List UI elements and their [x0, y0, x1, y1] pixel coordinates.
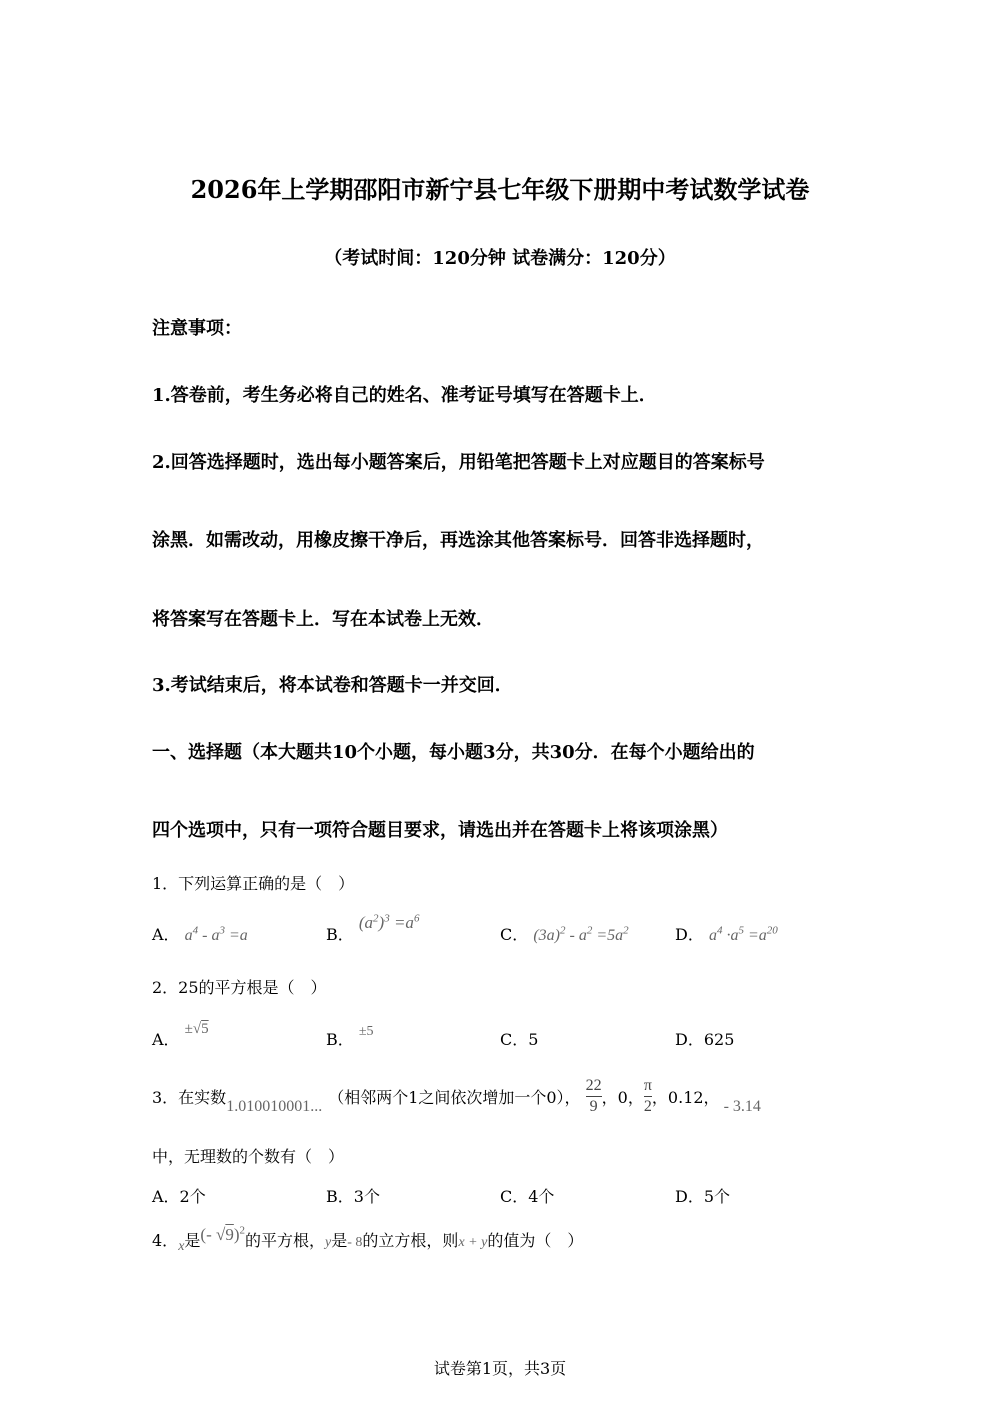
q1-label-b: B．	[326, 925, 354, 944]
q4-negative-8: - 8	[347, 1235, 363, 1250]
question-4-stem	[152, 1224, 584, 1254]
question-3-stem	[152, 1076, 761, 1117]
q2-label-b: B．	[326, 1030, 354, 1049]
q3-note: （相邻两个1之间依次增加一个0），	[328, 1088, 581, 1107]
question-3-line2: 中，无理数的个数有（ ）	[152, 1147, 345, 1166]
notice-2c: 将答案写在答题卡上．写在本试卷上无效．	[152, 609, 494, 630]
question-2-stem: 2．25的平方根是（ ）	[152, 978, 327, 997]
q2-label-a: A．	[152, 1030, 180, 1049]
q1-math-b: $(a^2)^3 =a^6$	[358, 912, 420, 932]
page-title: 2026年上学期邵阳市新宁县七年级下册期中考试数学试卷	[190, 175, 810, 204]
section1-heading-a: 一、选择题（本大题共10个小题，每小题3分，共30分．在每个小题给出的	[152, 742, 755, 763]
q3-pi-den: 2	[643, 1098, 652, 1115]
q1-option-b	[326, 910, 420, 944]
q3-pi-num: π	[643, 1077, 652, 1094]
q1-label-d: D．	[675, 925, 704, 944]
q3-option-d: D．5个	[675, 1187, 731, 1206]
q3-fraction-22-9	[586, 1076, 602, 1117]
q3-prefix: 3．在实数	[152, 1088, 227, 1107]
q1-option-a	[152, 922, 248, 945]
q2-math-a: ±√5	[184, 1021, 209, 1037]
notice-heading: 注意事项：	[152, 318, 242, 339]
q4-x: x	[178, 1239, 185, 1254]
q3-negative: - 3.14	[723, 1098, 761, 1115]
question-1-stem: 1．下列运算正确的是（ ）	[152, 874, 355, 893]
q1-option-c	[500, 922, 629, 945]
section1-heading-b: 四个选项中，只有一项符合题目要求，请选出并在答题卡上将该项涂黑）	[152, 820, 728, 841]
q2-label-d: D．	[675, 1030, 704, 1049]
notice-1: 1.答卷前，考生务必将自己的姓名、准考证号填写在答题卡上．	[152, 385, 657, 406]
q2-label-c: C．	[500, 1030, 529, 1049]
q4-square-root-text: 的平方根，	[245, 1231, 326, 1250]
q1-label-a: A．	[152, 925, 180, 944]
q2-value-c: 5	[528, 1030, 539, 1049]
q3-frac-den: 9	[589, 1098, 598, 1115]
q4-is-2: 是	[331, 1231, 348, 1250]
q4-is-1: 是	[184, 1231, 201, 1250]
notice-2a: 2.回答选择题时，选出每小题答案后，用铅笔把答题卡上对应题目的答案标号	[152, 452, 765, 473]
q3-option-a: A．2个	[152, 1187, 206, 1206]
q3-option-c: C．4个	[500, 1187, 555, 1206]
q3-fraction-pi-2	[644, 1076, 652, 1117]
q2-option-a	[152, 1021, 209, 1050]
q1-math-c: $(3a)^2 - a^2 =5a^2$	[533, 924, 629, 944]
q2-option-d	[675, 1027, 734, 1050]
q1-math-d: $a^4 \cdot a^5 =a^{20}$	[708, 924, 778, 944]
q1-option-d	[675, 922, 778, 945]
q2-option-c	[500, 1027, 538, 1050]
q4-cube-root-text: 的立方根，则	[362, 1231, 459, 1250]
q4-math-sqrt9-squared: (- √9)$^2$	[200, 1224, 245, 1244]
q4-prefix: 4．	[152, 1231, 179, 1250]
q3-number-1: 1.010010001...	[226, 1098, 323, 1115]
notice-3: 3.考试结束后，将本试卷和答题卡一并交回．	[152, 675, 513, 696]
q3-zero: ，0，	[601, 1088, 644, 1107]
notice-2b: 涂黑．如需改动，用橡皮擦干净后，再选涂其他答案标号．回答非选择题时，	[152, 530, 764, 551]
q2-value-d: 625	[703, 1030, 735, 1049]
q1-math-a: $a^4 - a^3 =a$	[184, 924, 248, 944]
q3-frac-num: 22	[585, 1077, 602, 1094]
exam-info: （考试时间：120分钟 试卷满分：120分）	[324, 248, 676, 269]
q4-x-plus-y: x + y	[458, 1235, 488, 1250]
q4-end: 的值为（ ）	[487, 1231, 584, 1250]
q2-math-b: ±5	[358, 1024, 374, 1039]
page-footer: 试卷第1页，共3页	[433, 1359, 567, 1378]
q4-y: y	[325, 1235, 332, 1250]
q3-tail: ，0.12，	[651, 1088, 720, 1107]
q3-option-b: B．3个	[326, 1187, 380, 1206]
q2-option-b	[326, 1024, 374, 1050]
q1-label-c: C．	[500, 925, 529, 944]
